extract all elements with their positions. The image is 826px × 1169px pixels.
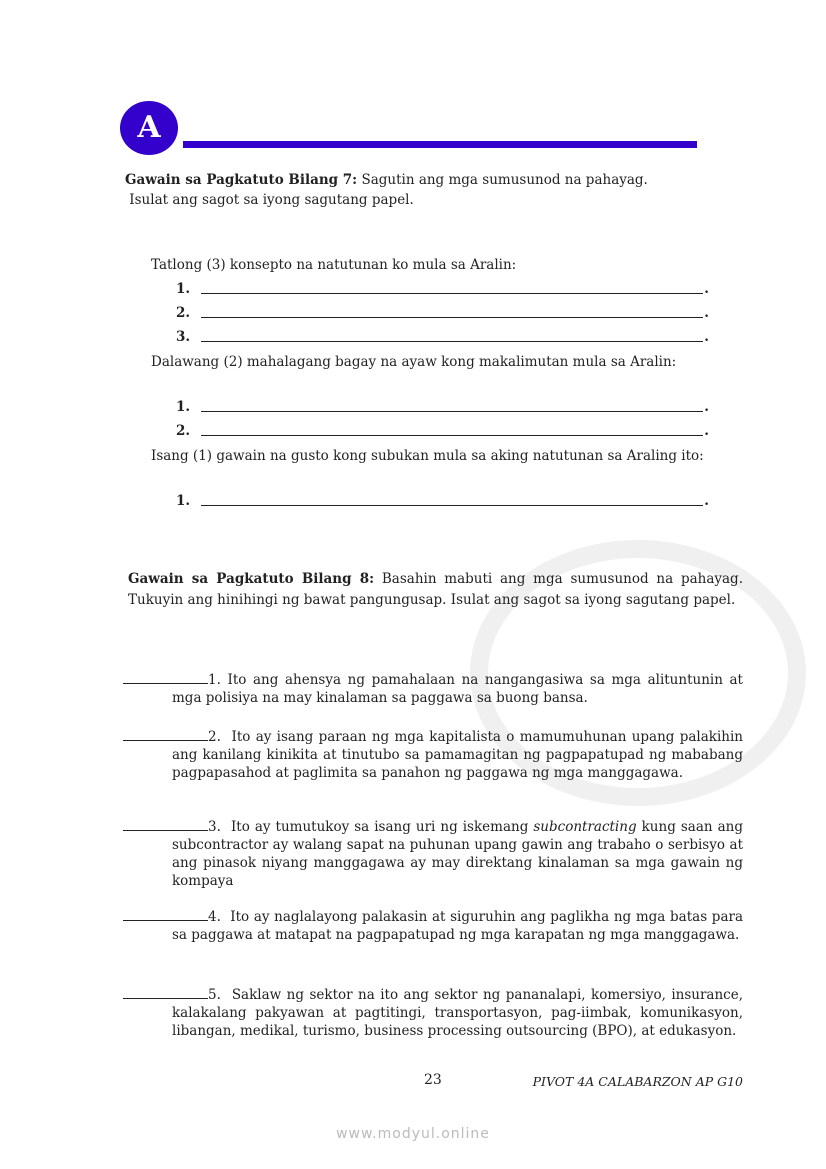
line-number: 1. [176, 399, 191, 415]
activity7-instructions-1: Sagutin ang mga sumusunod na pahayag. [361, 172, 648, 188]
line-number: 3. [176, 329, 191, 345]
line-number: 1. [176, 281, 191, 297]
series-label: PIVOT 4A CALABARZON AP G10 [532, 1074, 743, 1089]
answer-blank[interactable] [123, 728, 208, 741]
site-watermark: www.modyul.online [336, 1126, 490, 1142]
answer-line[interactable]: 2. . [176, 305, 709, 321]
page-number: 23 [424, 1072, 442, 1088]
item-number: 3. [208, 819, 221, 835]
prompt-3: Isang (1) gawain na gusto kong subukan mula sa aking natutunan sa Araling ito: [151, 448, 704, 464]
line-number: 2. [176, 423, 191, 439]
answer-line[interactable]: 1. . [176, 399, 709, 415]
answer-blank[interactable] [123, 908, 208, 921]
activity8-header [128, 569, 743, 611]
answer-line[interactable]: 1. . [176, 493, 709, 509]
item-text: Saklaw ng sektor na ito ang sektor ng pananalapi, komersiyo, insurance, kalakalang pakyawan at pagtitingi, transportasyon, pag-iimbak, komunikasyon, libangan, medikal, turismo, business processing outsourcing (BPO), at edukasyon. [172, 987, 743, 1039]
line-number: 1. [176, 493, 191, 509]
answer-line[interactable]: 3. . [176, 329, 709, 345]
prompt-1: Tatlong (3) konsepto na natutunan ko mula sa Aralin: [151, 257, 517, 273]
item-number: 5. [208, 987, 221, 1003]
activity7-title: Gawain sa Pagkatuto Bilang 7: [125, 172, 358, 188]
section-rule [183, 141, 697, 148]
item-number: 2. [208, 729, 221, 745]
answer-blank[interactable] [123, 818, 208, 831]
item-text: Ito ang ahensya ng pamahalaan na nangangasiwa sa mga alituntunin at mga polisiya na may kinalaman sa paggawa sa buong bansa. [172, 672, 743, 706]
question-item [123, 818, 743, 890]
section-badge: A [120, 101, 178, 155]
activity7-header [125, 170, 737, 210]
prompt-2: Dalawang (2) mahalagang bagay na ayaw kong makalimutan mula sa Aralin: [151, 354, 677, 370]
question-item [123, 908, 743, 944]
answer-line[interactable]: 2. . [176, 423, 709, 439]
question-item [123, 728, 743, 782]
item-text: Ito ay naglalayong palakasin at siguruhin ang paglikha ng mga batas para sa paggawa at matapat na pagpapatupad ng mga karapatan ng mga manggagawa. [172, 909, 743, 943]
question-item [123, 986, 743, 1040]
answer-line[interactable]: 1. . [176, 281, 709, 297]
activity8-instructions: Basahin mabuti ang mga sumusunod na pahayag. Tukuyin ang hinihingi ng bawat pangungusap. Isulat ang sagot sa iyong sagutang papel. [128, 571, 743, 608]
item-text-italic: subcontracting [533, 819, 637, 835]
answer-blank[interactable] [123, 671, 208, 684]
answer-blank[interactable] [123, 986, 208, 999]
item-number: 1. [208, 672, 221, 688]
activity7-instructions-2: Isulat ang sagot sa iyong sagutang papel. [129, 192, 414, 208]
question-item [123, 671, 743, 707]
activity8-title: Gawain sa Pagkatuto Bilang 8: [128, 571, 375, 587]
item-text: Ito ay tumutukoy sa isang uri ng iskemang [230, 819, 529, 835]
item-number: 4. [208, 909, 221, 925]
line-number: 2. [176, 305, 191, 321]
item-text: kung saan ang subcontractor ay walang sapat na puhunan upang gawin ang trabaho o serbisyo at ang pinasok niyang manggagawa ay may direktang kinalaman sa mga gawain ng kompaya [172, 819, 743, 889]
item-text: Ito ay isang paraan ng mga kapitalista o mamumuhunan upang palakihin ang kanilang kinikita at tinutubo sa pamamagitan ng pagpapatupad ng mababang pagpapasahod at paglimita sa panahon ng paggawa ng mga manggagawa. [172, 729, 743, 781]
